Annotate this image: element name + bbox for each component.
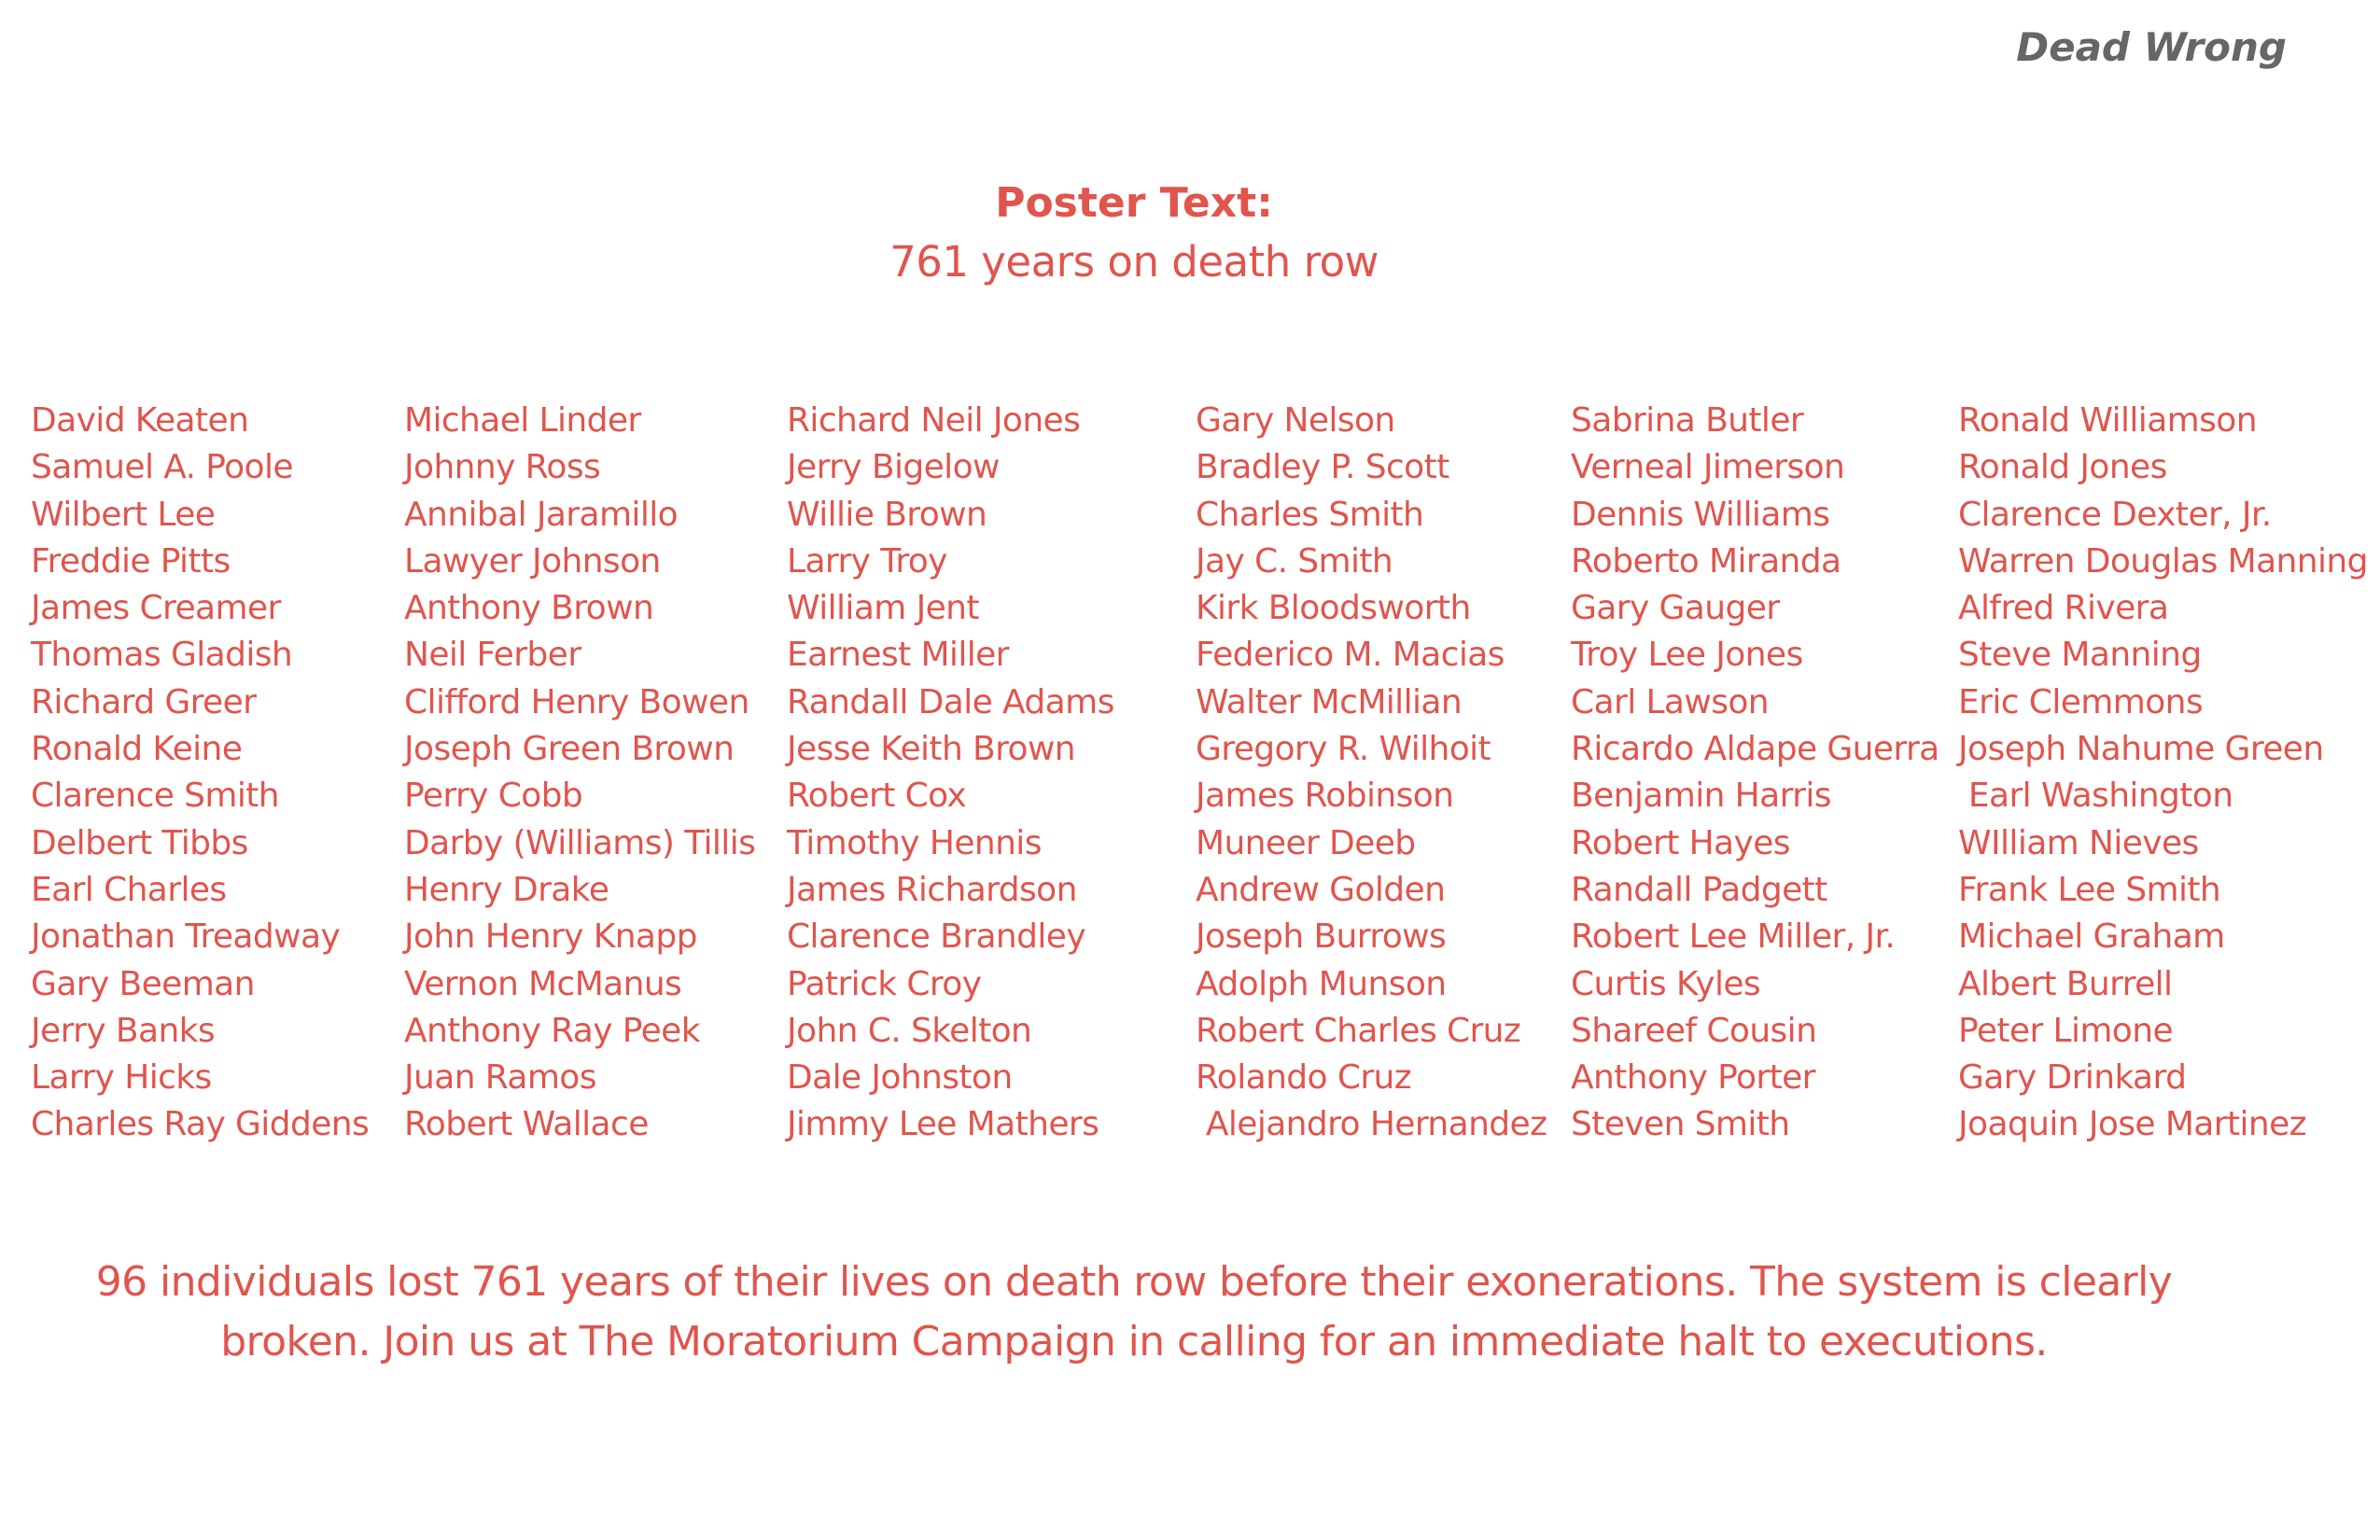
list-item: Perry Cobb <box>404 777 583 816</box>
poster-text-label: Poster Text: <box>995 179 1273 227</box>
poster-subtitle: 761 years on death row <box>889 237 1379 287</box>
list-item: Richard Neil Jones <box>787 401 1081 440</box>
list-item: Larry Hicks <box>31 1058 212 1098</box>
list-item: Warren Douglas Manning <box>1958 541 2368 581</box>
list-item: Bradley P. Scott <box>1196 448 1449 487</box>
list-item: Annibal Jaramillo <box>404 495 679 534</box>
list-item: Anthony Ray Peek <box>404 1011 700 1050</box>
list-item: James Creamer <box>31 589 281 628</box>
list-item: Sabrina Butler <box>1571 401 1804 440</box>
list-item: Jesse Keith Brown <box>787 730 1076 769</box>
list-item: WIlliam Nieves <box>1958 823 2199 862</box>
list-item: Dale Johnston <box>787 1058 1013 1098</box>
list-item: Benjamin Harris <box>1571 777 1831 816</box>
list-item: Delbert Tibbs <box>31 823 248 862</box>
list-item: Joaquin Jose Martinez <box>1958 1105 2306 1144</box>
list-item: Gregory R. Wilhoit <box>1196 730 1491 769</box>
list-item: John Henry Knapp <box>404 917 697 957</box>
list-item: Robert Lee Miller, Jr. <box>1571 917 1896 957</box>
document-header-tag: Dead Wrong <box>2016 24 2287 70</box>
names-column-2 <box>404 398 755 1149</box>
list-item: Juan Ramos <box>404 1058 596 1098</box>
list-item: Ricardo Aldape Guerra <box>1571 730 1939 769</box>
names-column-5 <box>1571 398 1939 1149</box>
list-item: Clarence Smith <box>31 777 280 816</box>
list-item: Michael Linder <box>404 401 641 440</box>
list-item: Gary Beeman <box>31 964 255 1003</box>
poster-title-block <box>0 175 2268 293</box>
list-item: Andrew Golden <box>1196 870 1446 909</box>
list-item: Darby (Williams) Tillis <box>404 823 756 862</box>
list-item: Jimmy Lee Mathers <box>787 1105 1099 1144</box>
list-item: Clifford Henry Bowen <box>404 682 749 721</box>
list-item: Charles Smith <box>1196 495 1424 534</box>
list-item: Ronald Jones <box>1958 448 2167 487</box>
names-column-4 <box>1196 398 1547 1149</box>
list-item: Verneal Jimerson <box>1571 448 1845 487</box>
list-item: Alejandro Hernandez <box>1196 1105 1547 1144</box>
list-item: Adolph Munson <box>1196 964 1447 1003</box>
names-column-1 <box>31 398 369 1149</box>
list-item: Earl Charles <box>31 870 227 909</box>
list-item: Charles Ray Giddens <box>31 1105 370 1144</box>
list-item: Robert Cox <box>787 777 967 816</box>
list-item: Joseph Nahume Green <box>1958 730 2324 769</box>
list-item: Randall Padgett <box>1571 870 1827 909</box>
list-item: Freddie Pitts <box>31 541 231 581</box>
list-item: Kirk Bloodsworth <box>1196 589 1471 628</box>
list-item: Clarence Dexter, Jr. <box>1958 495 2272 534</box>
list-item: Carl Lawson <box>1571 682 1770 721</box>
list-item: Albert Burrell <box>1958 964 2173 1003</box>
list-item: Muneer Deeb <box>1196 823 1416 862</box>
names-column-3 <box>787 398 1114 1149</box>
list-item: Curtis Kyles <box>1571 964 1761 1003</box>
list-item: Steve Manning <box>1958 636 2202 675</box>
exoneree-names-grid <box>0 398 2380 1163</box>
list-item: Willie Brown <box>787 495 987 534</box>
list-item: Samuel A. Poole <box>31 448 293 487</box>
list-item: Earnest Miller <box>787 636 1009 675</box>
list-item: Clarence Brandley <box>787 917 1086 957</box>
list-item: Anthony Porter <box>1571 1058 1815 1098</box>
closing-message-line-1: 96 individuals lost 761 years of their lives on death row before their exonerations. The system is clearly <box>95 1258 2173 1306</box>
names-column-6 <box>1958 398 2368 1149</box>
list-item: David Keaten <box>31 401 249 440</box>
list-item: Ronald Keine <box>31 730 243 769</box>
list-item: Michael Graham <box>1958 917 2225 957</box>
list-item: Dennis Williams <box>1571 495 1830 534</box>
list-item: Earl Washington <box>1958 777 2233 816</box>
list-item: Neil Ferber <box>404 636 581 675</box>
list-item: Randall Dale Adams <box>787 682 1114 721</box>
list-item: Peter Limone <box>1958 1011 2173 1050</box>
list-item: Gary Nelson <box>1196 401 1395 440</box>
list-item: Roberto Miranda <box>1571 541 1841 581</box>
list-item: Joseph Green Brown <box>404 730 735 769</box>
list-item: Ronald Williamson <box>1958 401 2257 440</box>
list-item: Rolando Cruz <box>1196 1058 1412 1098</box>
list-item: Steven Smith <box>1571 1105 1790 1144</box>
list-item: Robert Wallace <box>404 1105 649 1144</box>
list-item: Vernon McManus <box>404 964 682 1003</box>
list-item: James Richardson <box>787 870 1077 909</box>
list-item: Jay C. Smith <box>1196 541 1393 581</box>
list-item: William Jent <box>787 589 979 628</box>
list-item: Joseph Burrows <box>1196 917 1447 957</box>
closing-message <box>0 1253 2268 1372</box>
list-item: Alfred Rivera <box>1958 589 2169 628</box>
list-item: Frank Lee Smith <box>1958 870 2221 909</box>
list-item: Patrick Croy <box>787 964 982 1003</box>
list-item: Timothy Hennis <box>787 823 1042 862</box>
list-item: Thomas Gladish <box>31 636 293 675</box>
list-item: Gary Drinkard <box>1958 1058 2187 1098</box>
list-item: Robert Charles Cruz <box>1196 1011 1521 1050</box>
list-item: Robert Hayes <box>1571 823 1790 862</box>
list-item: Lawyer Johnson <box>404 541 661 581</box>
list-item: Johnny Ross <box>404 448 601 487</box>
closing-message-line-2: broken. Join us at The Moratorium Campaign in calling for an immediate halt to executions. <box>220 1318 2048 1365</box>
list-item: Larry Troy <box>787 541 947 581</box>
list-item: John C. Skelton <box>787 1011 1032 1050</box>
list-item: Jerry Banks <box>31 1011 216 1050</box>
list-item: Eric Clemmons <box>1958 682 2204 721</box>
list-item: Wilbert Lee <box>31 495 216 534</box>
list-item: Federico M. Macias <box>1196 636 1505 675</box>
list-item: James Robinson <box>1196 777 1454 816</box>
list-item: Richard Greer <box>31 682 257 721</box>
list-item: Troy Lee Jones <box>1571 636 1803 675</box>
list-item: Jerry Bigelow <box>787 448 1000 487</box>
list-item: Gary Gauger <box>1571 589 1780 628</box>
list-item: Walter McMillian <box>1196 682 1463 721</box>
list-item: Jonathan Treadway <box>31 917 341 957</box>
list-item: Anthony Brown <box>404 589 654 628</box>
list-item: Shareef Cousin <box>1571 1011 1817 1050</box>
list-item: Henry Drake <box>404 870 609 909</box>
